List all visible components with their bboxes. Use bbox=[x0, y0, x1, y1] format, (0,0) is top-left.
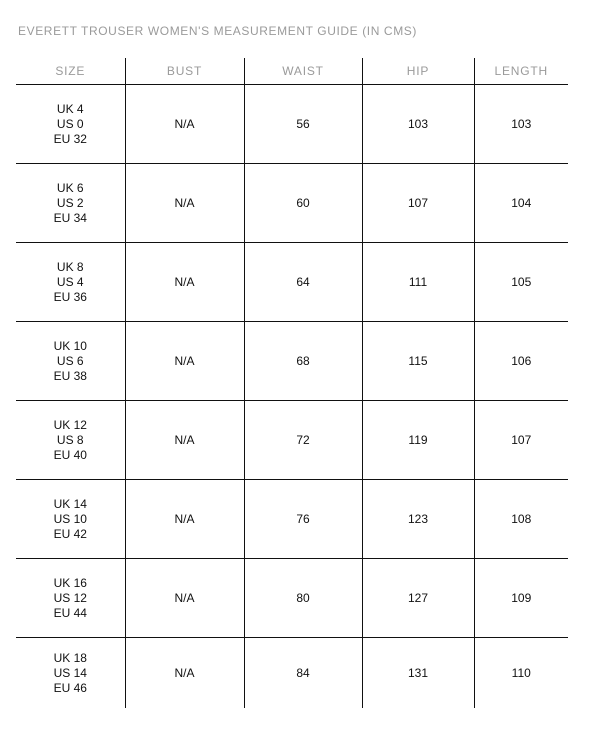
length-cell: 103 bbox=[474, 85, 568, 164]
size-cell bbox=[16, 559, 125, 638]
hip-cell: 111 bbox=[362, 243, 474, 322]
waist-cell: 56 bbox=[244, 85, 362, 164]
size-eu: EU 42 bbox=[53, 526, 87, 541]
size-cell bbox=[16, 322, 125, 401]
hip-cell: 119 bbox=[362, 401, 474, 480]
column-header-size: SIZE bbox=[16, 58, 125, 85]
size-eu: EU 44 bbox=[53, 605, 87, 620]
hip-cell: 127 bbox=[362, 559, 474, 638]
size-us: US 8 bbox=[56, 432, 84, 447]
length-cell: 104 bbox=[474, 164, 568, 243]
column-header-waist: WAIST bbox=[244, 58, 362, 85]
waist-cell: 60 bbox=[244, 164, 362, 243]
size-eu: EU 36 bbox=[53, 289, 87, 304]
size-us: US 0 bbox=[56, 116, 84, 131]
hip-cell: 131 bbox=[362, 638, 474, 709]
hip-cell: 103 bbox=[362, 85, 474, 164]
size-eu: EU 40 bbox=[53, 447, 87, 462]
bust-cell: N/A bbox=[125, 164, 244, 243]
waist-cell: 64 bbox=[244, 243, 362, 322]
hip-cell: 115 bbox=[362, 322, 474, 401]
bust-cell: N/A bbox=[125, 480, 244, 559]
waist-cell: 80 bbox=[244, 559, 362, 638]
bust-cell: N/A bbox=[125, 322, 244, 401]
length-cell: 105 bbox=[474, 243, 568, 322]
size-eu: EU 32 bbox=[53, 131, 87, 146]
size-uk: UK 8 bbox=[56, 259, 84, 274]
waist-cell: 84 bbox=[244, 638, 362, 709]
size-uk: UK 18 bbox=[53, 650, 87, 665]
size-uk: UK 12 bbox=[53, 417, 87, 432]
size-uk: UK 14 bbox=[53, 496, 87, 511]
length-cell: 106 bbox=[474, 322, 568, 401]
waist-cell: 68 bbox=[244, 322, 362, 401]
length-cell: 110 bbox=[474, 638, 568, 709]
page-title: EVERETT TROUSER WOMEN'S MEASUREMENT GUIDE (IN CMS) bbox=[18, 24, 417, 38]
size-eu: EU 46 bbox=[53, 680, 87, 695]
hip-cell: 107 bbox=[362, 164, 474, 243]
column-header-bust: BUST bbox=[125, 58, 244, 85]
bust-cell: N/A bbox=[125, 559, 244, 638]
table-row bbox=[16, 322, 568, 401]
size-cell bbox=[16, 480, 125, 559]
waist-cell: 76 bbox=[244, 480, 362, 559]
bust-cell: N/A bbox=[125, 243, 244, 322]
table-row bbox=[16, 401, 568, 480]
size-uk: UK 4 bbox=[56, 101, 84, 116]
size-cell bbox=[16, 243, 125, 322]
size-uk: UK 10 bbox=[53, 338, 87, 353]
measurement-table bbox=[16, 58, 568, 708]
bust-cell: N/A bbox=[125, 85, 244, 164]
size-us: US 14 bbox=[53, 665, 87, 680]
table-row bbox=[16, 85, 568, 164]
bust-cell: N/A bbox=[125, 638, 244, 709]
table-row bbox=[16, 164, 568, 243]
column-header-hip: HIP bbox=[362, 58, 474, 85]
bust-cell: N/A bbox=[125, 401, 244, 480]
table-header-row bbox=[16, 58, 568, 85]
length-cell: 107 bbox=[474, 401, 568, 480]
size-us: US 10 bbox=[53, 511, 87, 526]
size-eu: EU 38 bbox=[53, 368, 87, 383]
size-cell bbox=[16, 164, 125, 243]
table-row bbox=[16, 480, 568, 559]
size-us: US 12 bbox=[53, 590, 87, 605]
size-eu: EU 34 bbox=[53, 210, 87, 225]
size-cell bbox=[16, 401, 125, 480]
length-cell: 109 bbox=[474, 559, 568, 638]
size-cell bbox=[16, 638, 125, 709]
size-us: US 6 bbox=[56, 353, 84, 368]
table-row bbox=[16, 559, 568, 638]
size-uk: UK 16 bbox=[53, 575, 87, 590]
table-row bbox=[16, 243, 568, 322]
table-row bbox=[16, 638, 568, 709]
size-us: US 2 bbox=[56, 195, 84, 210]
waist-cell: 72 bbox=[244, 401, 362, 480]
length-cell: 108 bbox=[474, 480, 568, 559]
hip-cell: 123 bbox=[362, 480, 474, 559]
size-cell bbox=[16, 85, 125, 164]
column-header-length: LENGTH bbox=[474, 58, 568, 85]
size-uk: UK 6 bbox=[56, 180, 84, 195]
size-us: US 4 bbox=[56, 274, 84, 289]
